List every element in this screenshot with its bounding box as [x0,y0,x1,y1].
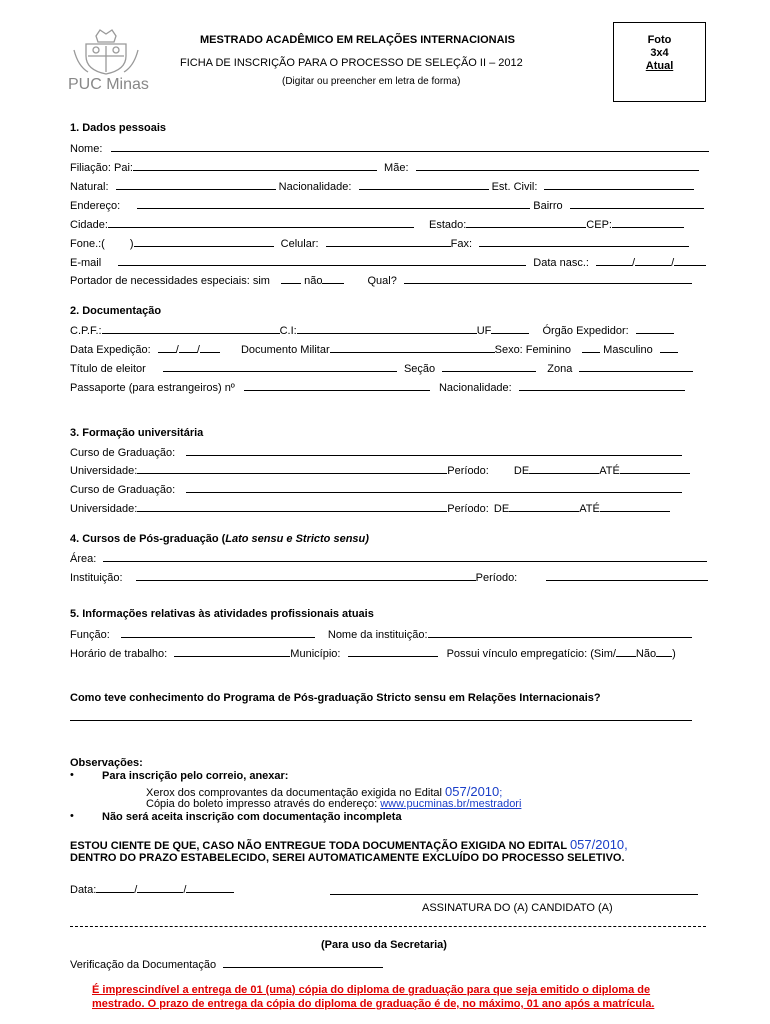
field-estcivil[interactable] [544,180,694,190]
label-funcao: Função: [70,629,110,641]
date-slash: / [175,344,179,356]
label-periodo-1: Período: [447,465,489,477]
form-title: MESTRADO ACADÊMICO EM RELAÇÕES INTERNACIONAIS [200,34,515,46]
field-de-2[interactable] [509,502,579,512]
obs-sub-2-text: Cópia do boleto impresso através do endereço: [146,798,378,810]
label-orgao: Órgão Expedidor: [542,325,629,337]
label-vinculo-nao: Não [635,648,657,660]
row-nome [70,142,709,156]
label-pai: Filiação: Pai: [70,162,133,174]
obs-sub-1-text: Xerox dos comprovantes da documentação exigida no Edital [146,787,442,799]
field-fax[interactable] [479,237,689,247]
label-cep: CEP: [586,219,612,231]
section-3-title: 3. Formação universitária [70,427,204,439]
label-ate-1: ATÉ [599,465,620,477]
obs-sub-2-link[interactable]: www.pucminas.br/mestradori [380,798,522,810]
label-portador: Portador de necessidades especiais: sim [70,275,270,287]
row-email [70,256,706,270]
date-slash: / [632,257,636,269]
label-estado: Estado: [428,219,467,231]
field-estado[interactable] [466,218,586,228]
section-5-title: 5. Informações relativas às atividades profissionais atuais [70,608,374,620]
field-curso-1[interactable] [186,446,682,456]
row-natural [70,180,694,194]
label-sexo: Sexo: Feminino [494,344,572,356]
field-vinculo-sim[interactable] [616,647,636,657]
label-univ-1: Universidade: [70,465,138,477]
label-municipio: Município: [290,648,341,660]
label-de-1: DE [513,465,530,477]
label-secao: Seção [403,363,436,375]
ciente-line-1-text: ESTOU CIENTE DE QUE, CASO NÃO ENTREGUE TODA DOCUMENTAÇÃO EXIGIDA NO EDITAL [70,840,567,852]
footer-notice-2: mestrado. O prazo de entrega da cópia do diploma de graduação é de, no máximo, 01 ano após a matrícula. [92,998,655,1010]
field-verificacao[interactable] [223,958,383,968]
field-pass-nacionalidade[interactable] [519,381,685,391]
date-slash: / [183,884,187,896]
ciente-line-2: DENTRO DO PRAZO ESTABELECIDO, SEREI AUTOMATICAMENTE EXCLUÍDO DO PROCESSO SELETIVO. [70,852,625,864]
label-instituicao: Instituição: [70,572,123,584]
row-titulo [70,362,693,376]
bullet-icon: • [70,810,74,822]
field-nasc-dia[interactable] [596,256,632,266]
field-instituicao[interactable] [136,571,476,581]
field-nacionalidade[interactable] [359,180,489,190]
section-4-title [70,533,369,545]
label-cpf: C.P.F.: [70,325,102,337]
form-subtitle: FICHA DE INSCRIÇÃO PARA O PROCESSO DE SELEÇÃO II – 2012 [180,57,523,69]
label-ate-2: ATÉ [579,503,600,515]
label-zona: Zona [547,363,573,375]
field-ate-2[interactable] [600,502,670,512]
row-instituicao [70,571,708,585]
row-fone [70,237,689,251]
label-natural: Natural: [70,181,109,193]
label-vinculo: Possui vínculo empregatício: (Sim/ [446,648,616,660]
row-curso-2 [70,483,682,497]
row-univ-2 [70,502,670,516]
section-4-title-a: 4. Cursos de Pós-graduação ( [70,533,226,545]
field-univ-2[interactable] [137,502,447,512]
ciente-edital: 057/2010, [569,837,628,852]
label-fone: Fone.:( [70,238,105,250]
label-nao: não [304,275,323,287]
field-data-dia[interactable] [96,883,134,893]
label-titulo: Título de eleitor [70,363,146,375]
label-fax: Fax: [450,238,473,250]
row-dataexp [70,343,678,357]
label-data: Data: [70,884,97,896]
row-portador [70,274,692,288]
field-cidade[interactable] [108,218,414,228]
photo-box [613,22,706,102]
label-datanasc: Data nasc.: [533,257,589,269]
field-email[interactable] [118,256,526,266]
label-fone-close: ) [129,238,134,250]
field-exp-ano[interactable] [200,343,220,353]
obs-item-2: Não será aceita inscrição com documentação incompleta [102,811,402,823]
question-text: Como teve conhecimento do Programa de Pós-graduação Stricto sensu em Relações Internacionais? [70,692,601,704]
field-nome[interactable] [111,142,709,152]
label-periodo-2: Período: [447,503,489,515]
label-passaporte: Passaporte (para estrangeiros) nº [70,382,235,394]
field-exp-mes[interactable] [179,343,197,353]
field-orgao[interactable] [636,324,674,334]
photo-current: Atual [645,60,674,72]
secretaria-title: (Para uso da Secretaria) [321,939,447,951]
field-question-answer[interactable] [70,720,692,721]
label-horario: Horário de trabalho: [70,648,168,660]
label-de-2: DE [493,503,510,515]
puc-minas-logo [66,26,149,96]
field-passaporte[interactable] [244,381,430,391]
row-endereco [70,199,704,213]
bullet-icon: • [70,769,74,781]
obs-item-1: Para inscrição pelo correio, anexar: [102,770,289,782]
field-univ-1[interactable] [137,464,447,474]
ciente-line-1 [70,837,628,852]
section-1-title: 1. Dados pessoais [70,122,166,134]
label-dataexp: Data Expedição: [70,344,151,356]
field-signature[interactable] [330,894,698,895]
label-celular: Celular: [280,238,319,250]
date-slash: / [134,884,138,896]
label-cidade: Cidade: [70,219,108,231]
label-qual: Qual? [367,275,397,287]
label-area: Área: [70,553,97,565]
field-cpf[interactable] [102,324,280,334]
photo-size: 3x4 [650,47,669,59]
field-feminino[interactable] [582,343,600,353]
obs-sub-1-end: ; [499,787,503,799]
field-pg-periodo[interactable] [546,571,708,581]
label-masculino: Masculino [603,344,653,356]
field-portador-nao[interactable] [322,274,344,284]
field-curso-2[interactable] [186,483,682,493]
label-nacionalidade: Nacionalidade: [278,181,352,193]
row-cpf [70,324,674,338]
field-titulo[interactable] [163,362,397,372]
label-estcivil: Est. Civil: [491,181,538,193]
label-pass-nacionalidade: Nacionalidade: [438,382,512,394]
label-nome: Nome: [70,143,103,155]
field-masculino[interactable] [660,343,678,353]
field-municipio[interactable] [348,647,438,657]
field-mae[interactable] [416,161,699,171]
label-pg-periodo: Período: [475,572,518,584]
label-militar: Documento Militar [240,344,330,356]
label-nome-inst: Nome da instituição: [327,629,428,641]
obs-title: Observações: [70,757,143,769]
footer-notice-1: É imprescindível a entrega de 01 (uma) cópia do diploma de graduação para que seja emitido o diploma de [92,984,651,996]
label-curso-1: Curso de Graduação: [70,447,176,459]
row-filiacao [70,161,699,175]
photo-label: Foto [647,34,672,46]
field-celular[interactable] [326,237,451,247]
field-natural[interactable] [116,180,276,190]
label-uf: UF [476,325,492,337]
field-data-mes[interactable] [137,883,183,893]
date-slash: / [671,257,675,269]
field-zona[interactable] [579,362,693,372]
obs-sub-1-edital: 057/2010 [445,784,500,799]
field-horario[interactable] [174,647,290,657]
obs-sub-2 [146,798,521,810]
label-endereco: Endereço: [70,200,121,212]
field-fone[interactable] [134,237,274,247]
field-vinculo-nao[interactable] [656,647,672,657]
field-data-ano[interactable] [186,883,234,893]
field-funcao[interactable] [121,628,315,638]
signature-label: ASSINATURA DO (A) CANDIDATO (A) [422,902,613,914]
form-instruction: (Digitar ou preencher em letra de forma) [282,76,461,87]
label-mae: Mãe: [384,162,409,174]
field-endereco[interactable] [137,199,530,209]
label-curso-2: Curso de Graduação: [70,484,176,496]
cut-line [70,926,706,927]
label-vinculo-close: ) [672,648,676,660]
label-bairro: Bairro [533,200,563,212]
field-ci[interactable] [297,324,477,334]
label-verificacao: Verificação da Documentação [70,959,217,971]
row-area [70,552,707,566]
field-nasc-mes[interactable] [635,256,671,266]
section-2-title: 2. Documentação [70,305,162,317]
field-area[interactable] [103,552,707,562]
row-horario [70,647,676,661]
row-curso-1 [70,446,682,460]
logo-text: PUC Minas [68,76,149,93]
date-slash: / [196,344,200,356]
field-bairro[interactable] [570,199,704,209]
row-cidade [70,218,684,232]
field-nasc-ano[interactable] [674,256,706,266]
label-email: E-mail [70,257,102,269]
row-univ-1 [70,464,690,478]
field-exp-dia[interactable] [158,343,176,353]
field-qual[interactable] [404,274,692,284]
row-passaporte [70,381,685,395]
field-ate-1[interactable] [620,464,690,474]
label-ci: C.I: [279,325,297,337]
obs-sub-1 [146,784,502,799]
field-nome-inst[interactable] [428,628,692,638]
field-pai[interactable] [133,161,377,171]
field-cep[interactable] [612,218,684,228]
field-de-1[interactable] [529,464,599,474]
field-portador-sim[interactable] [281,274,301,284]
section-4-title-b: Lato sensu e Stricto sensu) [225,533,369,545]
field-militar[interactable] [330,343,495,353]
row-data [70,883,234,897]
row-verificacao [70,958,383,972]
field-secao[interactable] [442,362,536,372]
field-uf[interactable] [491,324,529,334]
label-univ-2: Universidade: [70,503,138,515]
row-funcao [70,628,692,642]
